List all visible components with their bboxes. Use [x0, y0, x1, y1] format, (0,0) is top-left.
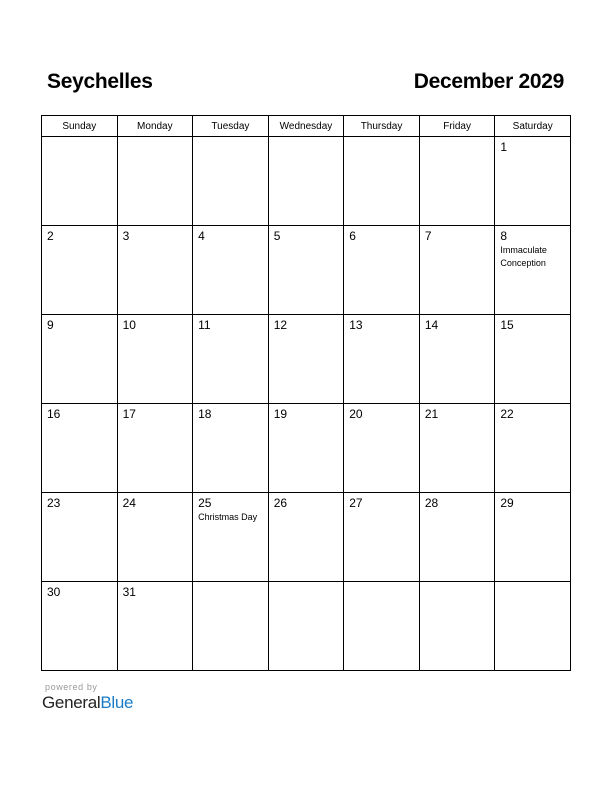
- day-number: 3: [122, 229, 130, 243]
- day-cell: [42, 226, 118, 315]
- day-cell: [117, 226, 193, 315]
- day-number: 12: [273, 318, 288, 332]
- week-row: [42, 582, 571, 671]
- day-cell: [344, 493, 420, 582]
- weekday-header: Saturday: [495, 116, 571, 137]
- day-number: 10: [122, 318, 136, 332]
- day-cell: [193, 226, 269, 315]
- day-cell: [344, 226, 420, 315]
- weekday-header: Thursday: [344, 116, 420, 137]
- day-number: 15: [500, 318, 514, 332]
- day-number: 28: [424, 496, 439, 510]
- day-number: 7: [424, 229, 432, 243]
- day-number: 5: [273, 229, 281, 243]
- day-number: 26: [273, 496, 288, 510]
- holiday-label: Immaculate Conception: [500, 245, 547, 268]
- brand-logo[interactable]: [42, 693, 133, 713]
- brand-logo-part1: General: [42, 693, 101, 712]
- weekday-header-row: [42, 116, 571, 137]
- month-year-title: December 2029: [413, 70, 564, 93]
- day-cell: [419, 582, 495, 671]
- day-number: 17: [122, 407, 136, 421]
- day-cell: [42, 315, 118, 404]
- day-cell: [268, 137, 344, 226]
- day-cell: [419, 137, 495, 226]
- weekday-header: Sunday: [42, 116, 118, 137]
- day-cell: [495, 493, 571, 582]
- day-cell: [117, 315, 193, 404]
- day-cell: [268, 404, 344, 493]
- day-number: 20: [349, 407, 363, 421]
- day-number: 8: [500, 229, 508, 243]
- day-number: 9: [47, 318, 54, 332]
- day-cell: [495, 315, 571, 404]
- day-cell: [344, 582, 420, 671]
- day-cell: [42, 582, 118, 671]
- day-cell: [193, 582, 269, 671]
- day-number: 6: [349, 229, 356, 243]
- day-cell: [42, 493, 118, 582]
- day-number: 29: [500, 496, 514, 510]
- day-number: 19: [273, 407, 288, 421]
- week-row: [42, 493, 571, 582]
- day-cell: [193, 137, 269, 226]
- week-row: [42, 226, 571, 315]
- day-number: 22: [500, 407, 514, 421]
- day-cell: [419, 315, 495, 404]
- day-cell: [495, 137, 571, 226]
- holiday-label: Christmas Day: [198, 512, 258, 522]
- day-cell: [42, 404, 118, 493]
- weekday-header: Tuesday: [193, 116, 269, 137]
- day-cell: [117, 404, 193, 493]
- day-cell: [344, 137, 420, 226]
- country-title: Seychelles: [47, 70, 153, 93]
- day-number: 31: [122, 585, 136, 599]
- weekday-header: Friday: [419, 116, 495, 137]
- day-cell: [419, 226, 495, 315]
- week-row: [42, 404, 571, 493]
- day-number: 23: [47, 496, 61, 510]
- brand-logo-part2: Blue: [100, 693, 134, 712]
- day-cell: [495, 404, 571, 493]
- day-number: 24: [122, 496, 136, 510]
- day-number: 14: [424, 318, 439, 332]
- day-number: 13: [349, 318, 363, 332]
- day-cell: [419, 404, 495, 493]
- day-cell: [117, 137, 193, 226]
- day-number: 1: [500, 140, 508, 154]
- day-cell: [193, 404, 269, 493]
- day-number: 27: [349, 496, 363, 510]
- day-number: 11: [198, 318, 211, 332]
- week-row: [42, 315, 571, 404]
- calendar-grid: [41, 115, 571, 671]
- day-cell: [495, 226, 571, 315]
- weekday-header: Wednesday: [268, 116, 344, 137]
- week-row: [42, 137, 571, 226]
- day-cell: [268, 493, 344, 582]
- day-number: 16: [47, 407, 61, 421]
- day-number: 4: [198, 229, 205, 243]
- day-cell: [344, 315, 420, 404]
- day-cell: [193, 315, 269, 404]
- day-cell: [419, 493, 495, 582]
- day-cell: [42, 137, 118, 226]
- day-number: 21: [424, 407, 439, 421]
- powered-by-label: powered by: [45, 682, 98, 692]
- day-cell: [268, 226, 344, 315]
- day-cell: [117, 493, 193, 582]
- day-cell: [268, 582, 344, 671]
- day-cell: [344, 404, 420, 493]
- day-cell: [117, 582, 193, 671]
- day-cell: [495, 582, 571, 671]
- day-number: 25: [198, 496, 212, 510]
- day-number: 30: [47, 585, 61, 599]
- weekday-header: Monday: [117, 116, 193, 137]
- day-cell: [193, 493, 269, 582]
- day-number: 18: [198, 407, 212, 421]
- day-number: 2: [47, 229, 54, 243]
- day-cell: [268, 315, 344, 404]
